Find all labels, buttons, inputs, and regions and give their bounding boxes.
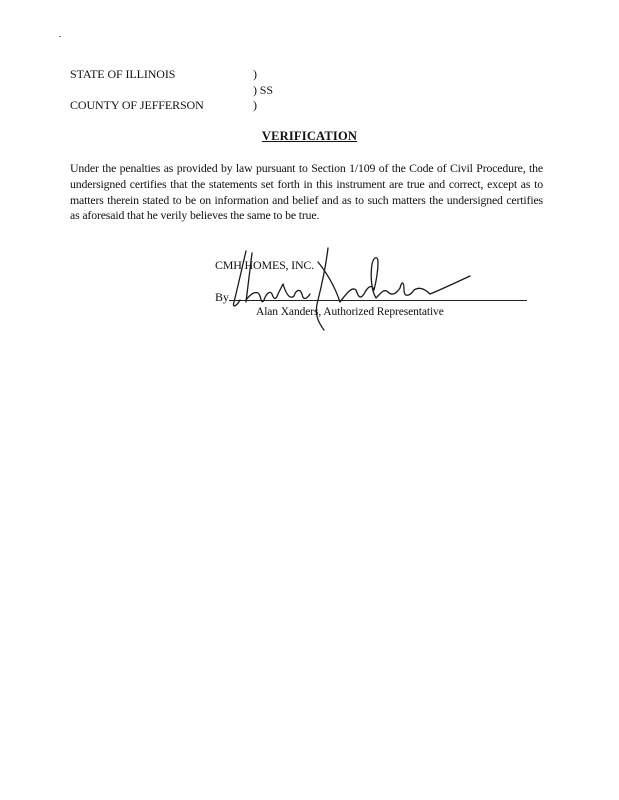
venue-state: STATE OF ILLINOIS [70,67,176,81]
company-name: CMH HOMES, INC. [215,258,315,272]
verification-heading: VERIFICATION [261,129,358,143]
verification-body: Under the penalties as provided by law pursuant to Section 1/109 of the Code of Civil Procedure, the undersigned certifies that the statements set forth in this instrument are true and correct, except as to matters therein stated to be on information and belief and as to such matters the undersigned certifies as aforesaid that he verily believes the same to be true. [70,161,543,223]
venue-paren-bottom: ) [253,98,257,112]
venue-county: COUNTY OF JEFFERSON [70,98,204,112]
venue-ss: ) SS [253,83,273,97]
representative-name: Alan Xanders, Authorized Representative [256,306,444,318]
by-label: By [215,290,230,304]
venue-paren-top: ) [253,67,257,81]
